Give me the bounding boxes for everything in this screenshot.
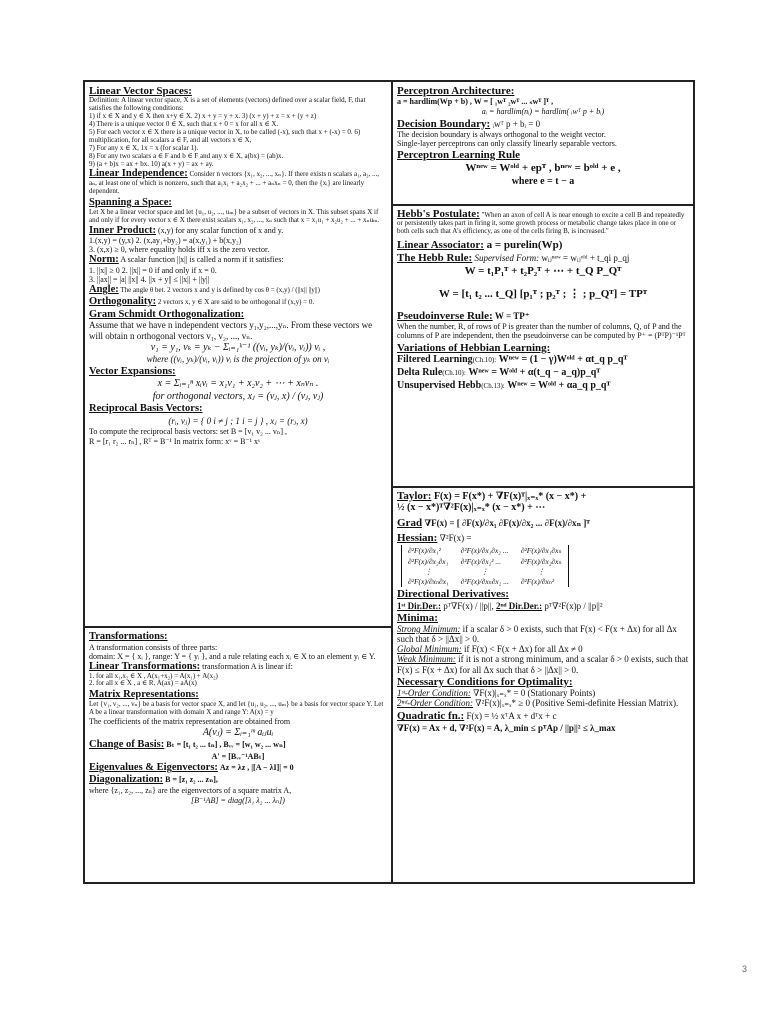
formula: Wⁿᵉʷ = Wᵒˡᵈ + α(t_q − a_q)p_qᵀ [468,367,601,379]
dir-derivatives: 1ˢᵗ Dir.Der.: pᵀ∇F(x) / ||p||, 2ⁿᵈ Dir.Der.: pᵀ∇²F(x)p / ||p||² [397,600,603,611]
chapter-ref: (Ch.10): [442,369,466,378]
section-heading: Inner Product: [89,224,156,236]
matrix-row [402,576,569,587]
unsupervised-hebb [397,380,689,391]
text-line: 7) For any x ∈ X, 1x = x (for scalar 1). [89,143,199,152]
label: 2ⁿᵈ Dir.Der.: [495,600,543,611]
label: Unsupervised Hebb [397,380,482,392]
chapter-ref: (Ch.13): [481,382,505,391]
section-text: ∇F(x)|ₓ₌ₓ* = 0 (Stationary Points) [473,688,596,699]
cheat-sheet [83,80,695,884]
formula: Wⁿᵉʷ = (1 − γ)Wᵒˡᵈ + αt_q p_qᵀ [498,353,628,365]
section-text: Let X be a linear vector space and let {u₁, u₂, ..., uₘ} be a subset of vectors in X. This subset spans X if and only if for every vector x ∈ X there exist scalars x₁, x₂, ..., xₙ such that x = x₁u₁ + x₂u₂ + ... + xₙuₘ. [89,207,380,224]
section-heading: Decision Boundary: [397,117,491,130]
formula: ∇F(x) = Ax + d, ∇²F(x) = A, λ_min ≤ pᵀAp / ||p||² ≤ λ_max [397,722,616,733]
pseudoinverse [397,310,689,322]
section-heading: Transformations: [89,631,168,642]
matrix-cell: ∂²F(x)/∂x₁∂x₂ ... [460,546,509,556]
matrix-row [402,567,569,576]
matrix-row [402,545,569,556]
section-text: Consider n vectors {x₁, x₂, ..., xₙ}. If there exists n scalars a₁, a₂, ..., aₙ, at least one of which is nonzero, such that a₁x₁ + a₂x₂ + ... + aₙxₙ = 0, then the {xᵢ} are linearly dependent. [89,170,380,196]
section-heading: Norm: [89,254,119,266]
section-heading: Perceptron Architecture: [397,85,515,97]
label: Delta Rule [397,367,443,379]
section-text: (x,y) for any scalar function of x and y. [158,225,284,235]
section-text: Supervised Form: [474,252,540,263]
formula: for orthogonal vectors, xⱼ = (vⱼ, x) / (vⱼ, vⱼ) [152,390,324,402]
formula: W = t₁P₁ᵀ + t₂P₂ᵀ + ⋯ + t_Q P_Qᵀ [464,264,622,277]
text-line: The decision boundary is always orthogonal to the weight vector. [397,129,606,139]
angle [89,284,387,296]
right-panel-hebb [393,206,693,484]
linear-independence [89,168,387,196]
formula: pᵀ∇F(x) / ||p|| [443,600,492,611]
section-text: Az = λz , |[A − λI]| = 0 [219,763,294,773]
section-heading: Reciprocal Basis Vectors: [89,403,203,415]
matrix-cell: ∂²F(x)/∂xₙ² [520,577,555,587]
section-text: ∇²F(x)|ₓ₌ₓ* ≥ 0 (Positive Semi-definite Hessian Matrix). [475,698,679,709]
section-heading: Vector Expansions: [89,365,176,377]
section-text: B = [z₁ z₂ ... zₙ], [165,775,218,785]
section-heading: Matrix Representations: [89,689,199,701]
text-line: To compute the reciprocal basis vectors: set B = [v₁ v₂ ... vₙ] , [89,427,288,437]
label: 1ˢᵗ Dir.Der.: [397,600,441,611]
section-heading: Orthogonality: [89,295,157,307]
matrix-cell: ∂²F(x)/∂x₂∂x₁ [408,557,449,567]
text-line: The coefficients of the matrix representation are obtained from [89,716,291,726]
section-heading: Grad [397,516,423,529]
section-text: ᵢwᵀ p + bᵢ = 0 [492,118,541,129]
section-text: transformation A is linear if: [202,661,293,671]
hessian [397,532,689,544]
matrix-cell: ⋮ [481,567,489,577]
formula: pᵀ∇²F(x)p / ||p||² [544,600,603,611]
formula: ∇²F(x) = [439,532,472,543]
norm [89,254,387,266]
formula: x = Σᵢ₌₁ⁿ xᵢvᵢ = x₁v₁ + x₂v₂ + ⋯ + xₙvₙ . [157,378,319,390]
formula: F(x) = ½ xᵀA x + dᵀx + c [466,711,557,722]
section-heading: Pseudoinverse Rule: [397,310,493,323]
formula: a = hardlim(Wp + b) , W = [ ₁wᵀ ₂wᵀ ... ₛwᵀ ]ᵀ , [397,97,554,107]
first-order [397,688,689,698]
strong-minimum [397,624,689,644]
section-heading: Quadratic fn.: [397,710,465,723]
section-text: W = TP⁺ [494,311,530,322]
section-heading: Perceptron Learning Rule [397,148,521,161]
matrix-cell: ∂²F(x)/∂xₙ∂x₁ [408,577,449,587]
section-heading: Variations of Hebbian Learning: [397,341,551,354]
section-text: The angle θ bet. 2 vectors x and y is defined by cos θ = (x,y) / (||x|| ||y||) [120,286,320,295]
text-line: where {z₁, z₂, ..., zₙ} are the eigenvectors of a square matrix A, [89,785,292,795]
text-line: 8) For any two scalars a ∈ F and b ∈ F and any x ∈ X, a(bx) = (ab)x. [89,151,284,160]
formula: where e = t − a [511,175,575,187]
matrix-cell: ∂²F(x)/∂xₙ∂x₂ ... [460,577,509,587]
formula: Wⁿᵉʷ = Wᵒˡᵈ + αa_q p_qᵀ [507,380,611,392]
formula: A' = [Bᵥᵥ⁻¹ABₜ] [211,752,265,762]
hessian-matrix [401,545,569,587]
section-text: if F(x) < F(x + Δx) for all Δx ≠ 0 [464,644,583,655]
section-heading: Necessary Conditions for Optimality: [397,675,573,688]
left-panel-transformations [85,628,391,882]
formula: aᵢ = hardlim(nᵢ) = hardlim( ᵢwᵀ p + bᵢ) [481,107,605,117]
inner-product [89,225,387,237]
text-line: 3. ||ax|| = |a| ||x|| 4. ||x + y|| ≤ ||x|| + ||y|| [89,275,210,285]
formula: ½ (x − x*)ᵀ∇²F(x)|ₓ₌ₓ* (x − x*) + ⋯ [397,502,546,514]
weak-minimum [397,654,689,674]
section-heading: Diagonalization: [89,774,164,786]
right-panel-optimization [393,488,693,882]
page-number: 3 [741,964,747,974]
matrix-cell: ⋮ [424,567,433,577]
matrix-cell: ∂²F(x)/∂x₁² [408,546,441,556]
section-text: A scalar function ||x|| is called a norm if it satisfies: [120,255,284,265]
text-line: 5) For each vector x ∈ X there is a unique vector in X, to be called (-x), such that x + (-x) = 0. 6) multiplication, for all scalars a ∈ F, and all vectors x ∈ X, [89,127,361,144]
text-line: Definition: A linear vector space, X is a set of elements (vectors) defined over a scalar field, F, that satisfies the following conditions: [89,96,366,113]
section-heading: Hessian: [397,531,438,544]
formula: A(vⱼ) = Σᵢ₌₁ᵐ aᵢⱼuᵢ [202,726,274,738]
diagonalization [89,774,387,786]
formula: F(x) = F(x*) + ∇F(x)ᵀ|ₓ₌ₓ* (x − x*) + [433,491,587,502]
text-line: 1.(x,y) = (y,x) 2. (x,ay₁+by₂) = a(x,y₁) + b(x,y₂) [89,236,242,246]
section-text: 2 vectors x, y ∈ X are said to be orthogonal if (x,y) = 0. [157,297,315,306]
section-heading: Spanning a Space: [89,197,172,209]
label: 1ˢᵗ-Order Condition: [397,688,471,699]
text-line: 1. ||x|| ≥ 0 2. ||x|| = 0 if and only if x = 0. [89,266,217,276]
section-heading: Linear Associator: [397,239,484,252]
chapter-ref: (Ch.10): [472,355,497,364]
formula: where ((vᵢ, yₖ)/(vᵢ, vᵢ)) vᵢ is the projection of yₖ on vᵢ [146,354,330,365]
global-minimum [397,644,689,654]
matrix-cell: ∂²F(x)/∂x₂² ... [460,557,502,567]
text-line: 2. for all x ∈ X , a ∈ R, A(ax) = aA(x) [89,679,197,688]
formula: [B⁻¹AB] = diag([λ₁ λ₂ ... λₙ]) [191,795,285,805]
text-line: A transformation consists of three parts: [89,642,218,652]
taylor [397,490,689,502]
label: Weak Minimum: [397,654,456,665]
formula: Wⁿᵉʷ = Wᵒˡᵈ + epᵀ , bⁿᵉʷ = bᵒˡᵈ + e , [465,162,621,175]
text-line: 1. for all x₁,x₂ ∈ X , A(x₁+x₂) = A(x₁) + A(x₂) [89,671,218,680]
eigen [89,762,387,774]
text-line: 3. (x,x) ≥ 0, where equality holds iff x is the zero vector. [89,245,270,255]
section-text: a = purelin(Wp) [486,239,563,252]
left-panel-vector-spaces [85,82,391,478]
text-line: domain: X = { xᵢ }, range: Y = { yᵢ }, and a rule relating each xᵢ ∈ X to an element yᵢ ∈ Y. [89,651,376,661]
change-of-basis [89,739,387,751]
text-line: 4) There is a unique vector 0 ∈ X, such that x + 0 = x for all x ∈ X. [89,120,279,129]
grad [397,517,689,529]
section-heading: Hebb's Postulate: [397,208,480,220]
section-heading: Linear Vector Spaces: [89,85,192,97]
section-text: When the number, R, of rows of P is greater than the number of columns, Q, of P and the columns of P are independent, then the pseudoinverse can be computed by P⁺ = (PᵀP)⁻¹Pᵀ [397,322,686,341]
section-heading: Taylor: [397,490,432,502]
decision-boundary [397,118,689,130]
section-heading: Eigenvalues & Eigenvectors: [89,762,218,774]
formula: wᵢⱼⁿᵉʷ = wᵢⱼᵒˡᵈ + t_qi p_qj [541,252,630,263]
matrix-cell: ∂²F(x)/∂x₁∂xₙ [520,546,562,556]
section-heading: Gram Schmidt Orthogonalization: [89,308,245,320]
right-panel-perceptron [393,82,693,202]
text-line: 9) (a + b)x = ax + bx. 10) a(x + y) = ax + ay. [89,159,214,168]
filtered-learning [397,354,689,365]
matrix-cell: ∂²F(x)/∂x₂∂xₙ [520,557,562,567]
text-line: R = [r₁ r₂ ... rₙ] , Rᵀ = B⁻¹ In matrix form: xᵛ = B⁻¹ xˢ [89,436,260,446]
formula: (rᵢ, vⱼ) = { 0 i ≠ j ; 1 i = j } , xⱼ = (rⱼ, x) [168,416,308,427]
section-heading: Linear Independence: [89,168,188,180]
section-heading: Minima: [397,611,438,624]
linear-transformations [89,661,387,673]
section-text: if it is not a strong minimum, and a scalar δ > 0 exists, such that F(x) ≤ F(x + Δx) for all Δx such that δ > ||Δx|| > 0. [397,654,689,675]
hebb-rule [397,252,689,264]
label: Strong Minimum: [397,624,461,635]
section-heading: Linear Transformations: [89,660,201,672]
matrix-row [402,556,569,567]
section-heading: The Hebb Rule: [397,251,473,264]
label: Global Minimum: [397,644,462,655]
section-text: Assume that we have n independent vectors y₁,y₂,...,yₙ. From these vectors we will obtain n orthogonal vectors v₁, v₂, ..., vₙ. [89,320,373,341]
matrix-cell: ⋮ [537,567,545,577]
delta-rule [397,367,689,378]
label: Filtered Learning [397,353,473,365]
formula: v₁ = y₁, vₖ = yₖ − Σᵢ₌₁ᵏ⁻¹ ((vᵢ, yₖ)/(vᵢ, vᵢ)) vᵢ , [150,341,326,353]
second-order [397,698,689,708]
linear-associator [397,239,689,251]
section-heading: Change of Basis: [89,739,165,751]
section-text: "When an axon of cell A is near enough to excite a cell B and repeatedly or persistently takes part in firing it, some growth process or metabolic change takes place in one or both cells such that A's efficiency, as one of the cells firing B, is increased." [397,211,685,236]
text-line: Single-layer perceptrons can only classify linearly separable vectors. [397,138,617,148]
formula: ∇F(x) = [ ∂F(x)/∂x₁ ∂F(x)/∂x₂ ... ∂F(x)/∂xₙ ]ᵀ [424,517,590,528]
orthogonality [89,296,387,308]
quadratic [397,710,689,722]
formula: W = [t₁ t₂ ... t_Q] [p₁ᵀ ; p₂ᵀ ; ⋮ ; p_Qᵀ] = TPᵀ [438,287,648,300]
section-text: Bₜ = [t₁ t₂ ... tₙ] , Bᵥᵥ = [w₁ w₂ ... wₙ] [166,740,286,750]
text-line: 1) if x ∈ X and y ∈ X then x+y ∈ X. 2) x + y = y + x. 3) (x + y) + z = x + (y + z) [89,112,317,121]
section-heading: Directional Derivatives: [397,588,509,601]
label: 2ⁿᵈ-Order Condition: [397,698,474,709]
text-line: Let {v₁, v₂, ..., vₙ} be a basis for vector space X, and let {u₁, u₂, ..., uₘ} be a basis for vector space Y. Let A be a linear transformation with domain X and range Y: A(x) = y [89,700,384,717]
section-heading: Angle: [89,284,119,296]
section-text: if a scalar δ > 0 exists, such that F(x) < F(x + Δx) for all Δx such that δ > ||Δx|| > 0. [397,624,677,645]
hebb-postulate [397,208,689,236]
